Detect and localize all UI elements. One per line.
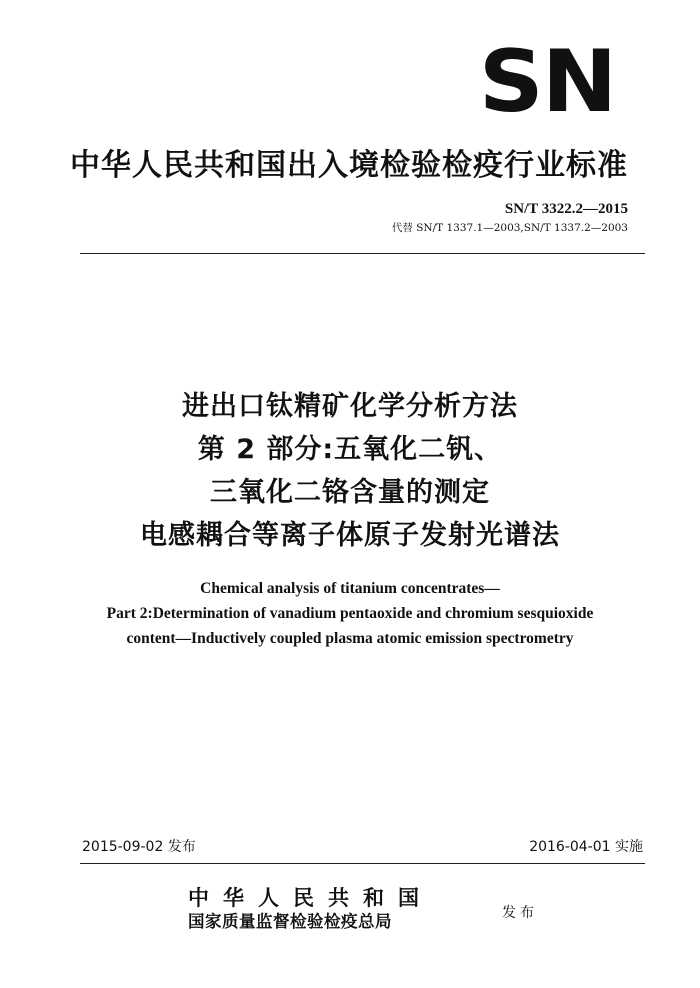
publish-label: 发布 <box>502 905 538 921</box>
english-title-line: Part 2:Determination of vanadium pentaoxide and chromium sesquioxide <box>106 605 594 622</box>
top-divider <box>80 253 645 254</box>
chinese-title-line: 第 2 部分:五氧化二钒、 <box>197 434 503 465</box>
chinese-title <box>60 385 640 557</box>
english-title-line: content—Inductively coupled plasma atomic emission spectrometry <box>126 630 574 647</box>
industry-standard-title: 中华人民共和国出入境检验检疫行业标准 <box>70 148 628 183</box>
english-title <box>60 576 640 651</box>
issue-date: 2015-09-02 发布 <box>82 839 196 855</box>
publisher-block <box>188 885 488 933</box>
sn-logo: SN <box>478 32 616 132</box>
chinese-title-line: 进出口钛精矿化学分析方法 <box>182 391 518 422</box>
standard-code: SN/T 3322.2—2015 <box>504 201 628 217</box>
publisher-agency: 国家质量监督检验检疫总局 <box>188 912 392 931</box>
replaces-standards: 代替 SN/T 1337.1—2003,SN/T 1337.2—2003 <box>391 222 628 234</box>
english-title-line: Chemical analysis of titanium concentrates— <box>200 580 500 597</box>
implementation-date: 2016-04-01 实施 <box>529 839 643 855</box>
chinese-title-line: 三氧化二铬含量的测定 <box>210 477 490 508</box>
chinese-title-line: 电感耦合等离子体原子发射光谱法 <box>140 520 560 551</box>
publisher-country: 中华人民共和国 <box>188 885 433 910</box>
bottom-divider <box>80 863 645 864</box>
